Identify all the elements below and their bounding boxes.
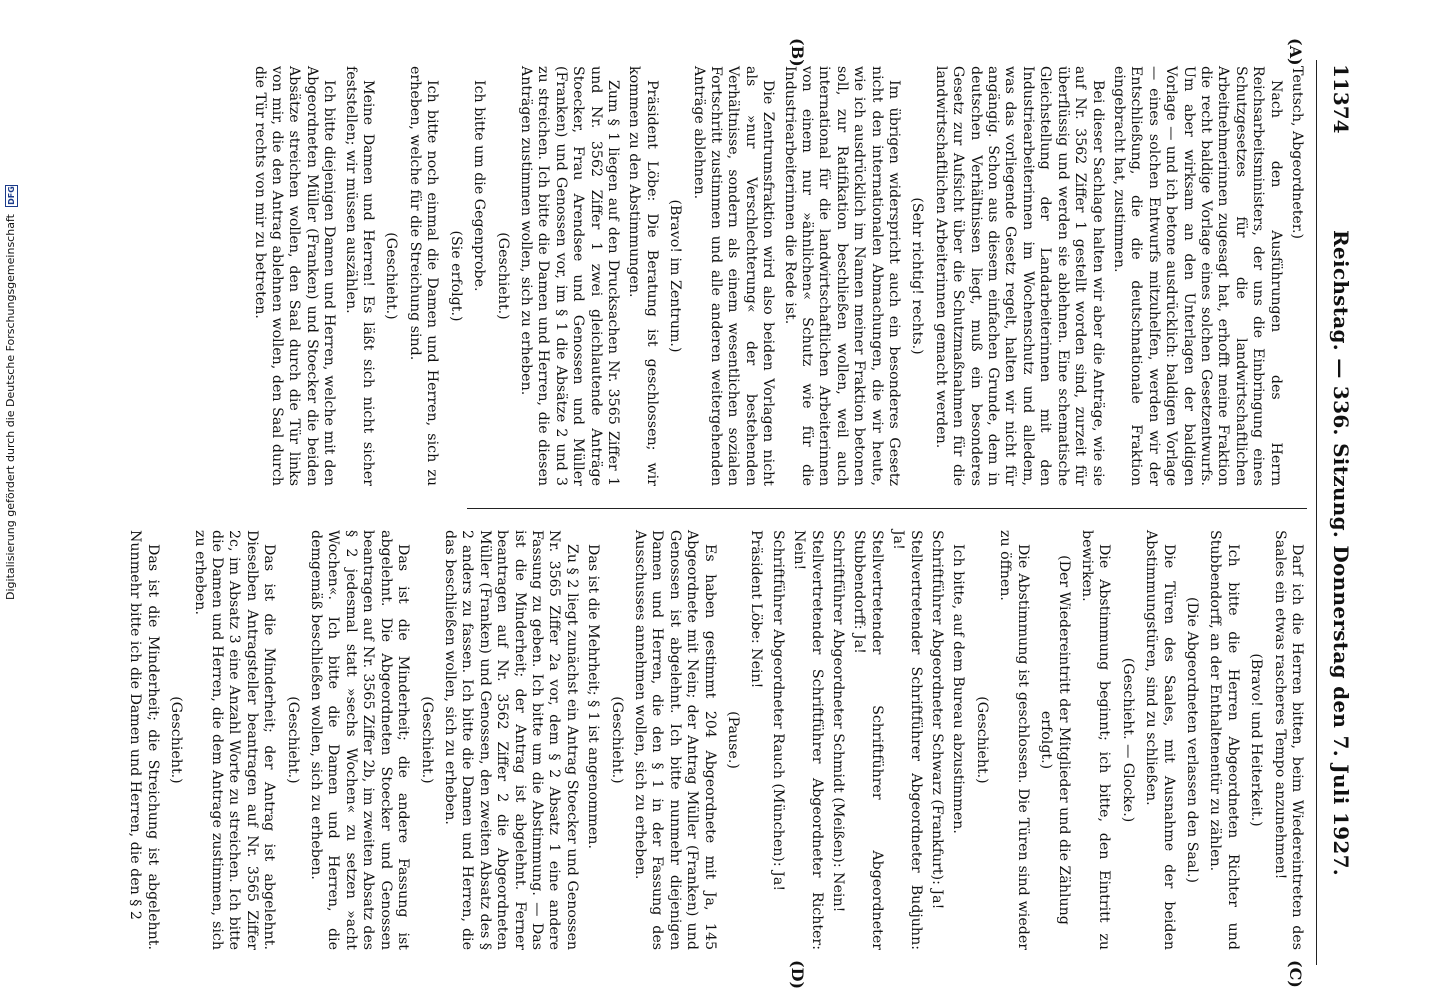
interjection: (Pause.) [725,711,742,769]
interjection: (Der Wiedereintritt der Mitglieder und die Zählung erfolgt.) [1038,555,1072,925]
page-title: Reichstag. — 336. Sitzung. Donnerstag den 7. Juli 1927. [1329,230,1353,877]
page-number: 11374 [1329,64,1353,134]
interjection: (Geschieht.) [168,696,185,784]
paragraph: Meine Damen und Herren! Es läßt sich nicht sicher feststellen; wir müssen auszählen. [342,66,377,486]
vote-line: Präsident Löbe: Nein! [748,530,765,689]
paragraph: Das ist die Minderheit; der Antrag ist abgelehnt. Dieselben Antragsteller beantragen auf Nr. 3565 Ziffer 2c, im Absatz 3 eine Anzahl Worte zu streichen. Ich bitte die Damen und Herren, die dem Antrage zustimmen, sich zu erheben. [191,530,278,950]
vote-line: Schriftführer Abgeordneter Schmidt (Meißen): Nein! [830,530,847,913]
margin-letter-a: (A) [1286,38,1305,66]
paragraph: Die Türen des Saales, mit Ausnahme der beiden Abstimmungstüren, sind zu schließen. [1143,530,1177,950]
paragraph: Die Zentrumsfraktion wird also beiden Vorlagen nicht als »nur Verschlechterung« der bestehenden Verhältnisse, sondern als einem wesentlichen sozialen Fortschritt zustimmen und alle anderen weitergehenden Anträge ablehnen. [690,66,777,486]
paragraph: Ich bitte die Herren Abgeordneten Richter und Stubbendorff, an der Enthaltenentür zu zählen. [1207,530,1241,950]
interjection: (Geschieht.) [383,232,400,320]
paragraph: Es haben gestimmt 204 Abgeordnete mit Ja, 145 Abgeordnete mit Nein; der Antrag Müller (Franken) und Genossen ist abgelehnt. Ich bitte nunmehr diejenigen Damen und Herren, die den § 1 in der Fassung des Ausschusses annehmen wollen, sich zu erheben. [632,530,718,950]
scanned-page [127,38,1367,990]
paragraph: Zu § 2 liegt zunächst ein Antrag Stoecker und Genossen Nr. 3565 Ziffer 2a vor, dem § 2 Absatz 1 eine andere Fassung zu geben. Ich bitte um die Abstimmung. — Das ist die Minderheit; der Antrag ist abgelehnt. Ferner beantragen auf Nr. 3562 Ziffer 2 die Abgeordneten Müller (Franken) und Genossen, den zweiten Absatz des § 2 anders zu fassen. Ich bitte die Damen und Herren, die das beschließen wollen, sich zu erheben. [441,530,580,950]
paragraph: Ich bitte diejenigen Damen und Herren, welche mit den Abgeordneten Müller (Franken) und Stoecker die beiden Absätze streichen wollen, den Saal durch die Tür links von mir, die den Antrag ablehnen wollen, den Saal durch die Tür rechts von mir zu betreten. [251,66,338,486]
paragraph: Die Abstimmung ist geschlossen. Die Türen sind wieder zu öffnen. [997,530,1031,950]
margin-letter-b: (B) [788,38,807,67]
paragraph: Präsident Löbe: Die Beratung ist geschlossen; wir kommen zu den Abstimmungen. [626,66,660,486]
interjection: (Geschieht. — Glocke.) [1119,657,1136,823]
vote-line: Stellvertretender Schriftführer Abgeordneter Stubbendorff: Ja! [851,530,885,950]
paragraph: Im übrigen widerspricht auch ein besonderes Gesetz nicht den internationalen Abmachungen, die wir heute, wie ich ausdrücklich im Namen meiner Fraktion betonen soll, zur Ratifikation beschließen wollen, weil auch international für die landwirtschaftlichen Arbeiterinnen von einem nur »ähnlichen« Schutz wie für die Industriearbeiterinnen die Rede ist. [781,66,903,486]
interjection: (Sie erfolgt.) [447,230,464,322]
interjection: (Bravo! im Zentrum.) [667,199,684,353]
vote-line: Schriftführer Abgeordneter Schwarz (Frankfurt): Ja! [929,530,946,910]
left-column [246,66,1305,486]
margin-letter-d: (D) [788,960,807,990]
paragraph: Das ist die Mehrheit; § 1 ist angenommen. [585,544,602,849]
paragraph: Das ist die Minderheit; die andere Fassung ist abgelehnt. Die Abgeordneten Stoecker und Genossen beantragen auf Nr. 3565 Ziffer 2b, im zweiten Absatz des § 2 jedesmal statt »sechs Wochen« zu setzen »acht Wochen«. Ich bitte die Damen und Herren, die demgemäß beschließen wollen, sich zu erheben. [308,530,412,950]
page-header [1316,60,1357,965]
paragraph: Zum § 1 liegen auf den Drucksachen Nr. 3565 Ziffer 1 und Nr. 3562 Ziffer 1 zwei gleichlautende Anträge Stoecker, Frau Arendsee und Genossen und Müller (Franken) und Genossen vor, im § 1 die Absätze 2 und 3 zu streichen. Ich bitte die Damen und Herren, die diesen Anträgen zustimmen wollen, sich zu erheben. [517,66,621,486]
footer-text: Digitalisierung gefördert durch die Deutsche Forschungsgemeinschaft [4,214,17,600]
vote-line: Schriftführer Abgeordneter Rauch (München): Ja! [769,530,786,892]
column-divider [467,508,1307,509]
interjection: (Geschieht.) [494,232,511,320]
paragraph: Bei dieser Sachlage halten wir aber die Anträge, wie sie auf Nr. 3562 Ziffer 1 gestellt worden sind, zurzeit für überflüssig und werden sie ablehnen. Eine schematische Gleichstellung der Landarbeiterinnen mit den Industriearbeiterinnen im Wochenschutz und alledem, was das vorliegende Gesetz regelt, halten wir nicht für angängig. Schon aus diesem einfachen Grunde, dem in deutschen Verhältnissen liegt, muß ein besonderes Gesetz zur Aufsicht über die Schutzmaßnahmen für die landwirtschaftlichen Arbeiterinnen gemacht werden. [932,66,1106,486]
interjection: (Geschieht.) [284,696,301,784]
right-column [122,530,1305,950]
paragraph: Nach den Ausführungen des Herrn Reichsarbeitsministers, der uns die Einbringung eines Schutzgesetzes für die landwirtschaftlichen Arbeitnehmerinnen zugesagt hat, erhofft meine Fraktion die recht baldige Vorlage eines solchen Gesetzentwurfs. Um aber wirksam an den Unterlagen der baldigen Vorlage — und ich betone ausdrücklich: baldigen Vorlage — eines solchen Entwurfs mitzuhelfen, werden wir der Entschließung, die die deutschnationale Fraktion eingebracht hat, zustimmen. [1110,66,1284,486]
interjection: (Sehr richtig! rechts.) [909,197,926,355]
margin-letter-c: (C) [1286,960,1305,988]
paragraph: Darf ich die Herren bitten, beim Wiedereintreten des Saales ein etwas rascheres Tempo anzunehmen! [1271,530,1305,950]
dfg-logo: DFG [6,186,16,205]
paragraph: Ich bitte um die Gegenprobe. [471,80,488,292]
paragraph: Die Abstimmung beginnt; ich bitte, den Eintritt zu bewirken. [1078,530,1113,950]
digitization-footer [4,185,18,600]
paragraph: Das ist die Minderheit; die Streichung ist abgelehnt. Nunmehr bitte ich die Damen und Herren, die den § 2 [127,530,161,950]
paragraph: Ich bitte, auf dem Bureau abzustimmen. [950,544,967,834]
paragraph: Teutsch, Abgeordneter.) [1289,66,1305,240]
interjection: (Bravo! und Heiterkeit.) [1248,653,1265,827]
vote-line: Stellvertretender Schriftführer Abgeordneter Richter: Nein! [791,530,825,950]
interjection: (Geschieht.) [608,696,625,784]
paragraph: Ich bitte noch einmal die Damen und Herren, sich zu erheben, welche für die Streichung sind. [406,66,441,486]
interjection: (Geschieht.) [973,696,990,784]
interjection: (Die Abgeordneten verlassen den Saal.) [1183,597,1200,883]
interjection: (Geschieht.) [418,696,435,784]
vote-line: Stellvertretender Schriftführer Abgeordneter Budjuhn: Ja! [890,530,924,950]
